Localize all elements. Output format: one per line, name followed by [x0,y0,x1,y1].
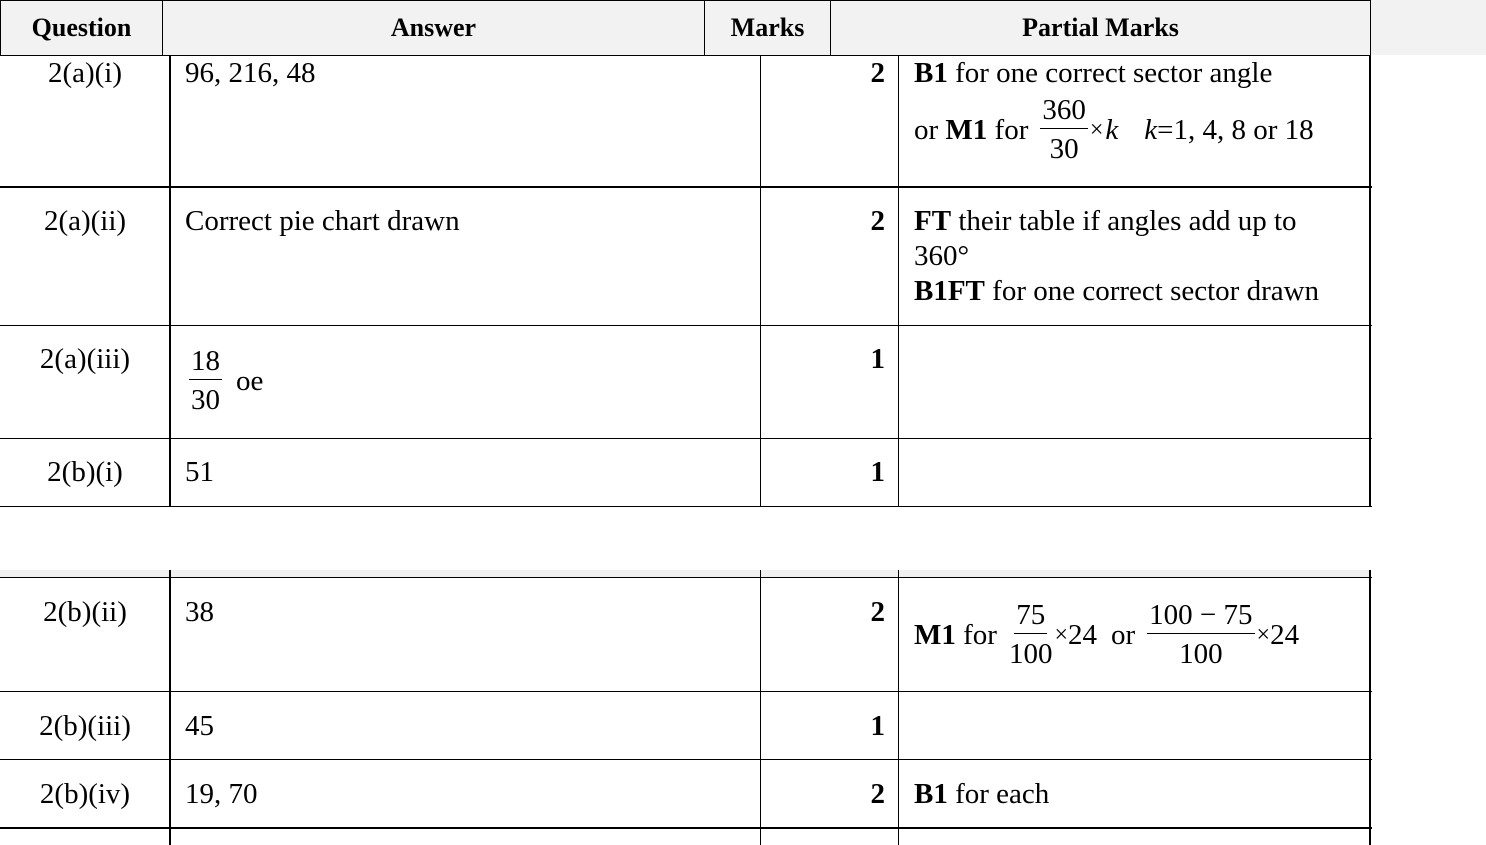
mark-code: B1 [914,57,948,89]
partial-text: or [914,114,946,146]
column-divider [898,56,899,507]
times-sign: × [1089,117,1104,143]
partial-marks-line [914,597,1299,674]
variable-k: k [1144,114,1158,146]
header-answer [162,0,705,56]
fraction-numerator: 100 − 75 [1147,597,1254,634]
header-marks-label: Marks [730,13,805,42]
mark-code: M1 [914,619,956,651]
row-divider [0,186,1372,188]
column-divider [1369,570,1371,845]
marks-cell: 2 [870,205,885,237]
header-question-label: Question [31,13,132,42]
fraction-denominator: 30 [191,384,220,416]
partial-marks-line [914,274,1319,309]
fraction [1147,597,1254,674]
answer-cell: 51 [185,456,214,488]
answer-cell: 38 [185,596,214,628]
row-divider [0,325,1372,326]
answer-cell: 96, 216, 48 [185,57,316,89]
partial-text: for each [947,778,1050,810]
mark-code: M1 [945,114,988,146]
row-divider [0,691,1372,692]
column-divider [898,570,899,845]
question-cell: 2(b)(ii) [43,596,127,628]
fraction-denominator: 100 [1179,638,1223,670]
question-cell: 2(a)(ii) [43,205,127,237]
partial-text: for one correct sector angle [947,57,1273,89]
column-divider [760,56,761,507]
value: 24 [1068,619,1097,651]
marks-cell: 1 [870,343,885,375]
marks-cell: 1 [870,710,885,742]
row-divider [0,438,1372,439]
partial-text: =1, 4, 8 or 18 [1157,114,1314,146]
column-divider [169,56,171,507]
row-divider [0,577,1372,578]
column-divider [760,570,761,845]
fraction-denominator: 100 [1008,638,1053,670]
marks-cell: 1 [870,456,885,488]
partial-marks-line [914,56,1272,91]
fraction-numerator: 360 [1040,92,1088,129]
column-divider [1369,56,1371,507]
partial-text: for [955,619,997,651]
question-cell: 2(b)(i) [47,456,123,488]
question-cell: 2(a)(iii) [39,343,131,375]
question-cell: 2(b)(iii) [39,710,131,742]
times-sign: × [1054,622,1068,648]
fraction [189,343,222,420]
header-question [0,0,163,56]
mark-code: B1FT [914,275,985,307]
header-strip-right [1370,0,1486,55]
header-partial-marks [830,0,1371,56]
header-marks [704,0,831,56]
partial-marks-line [914,204,1297,239]
answer-cell [185,343,263,420]
header-partial-marks-label: Partial Marks [1022,13,1179,42]
answer-cell: Correct pie chart drawn [185,205,460,237]
partial-marks-line [914,777,1049,812]
row-divider [0,506,1372,507]
fraction-denominator: 30 [1049,133,1079,165]
partial-text: their table if angles add up to [951,205,1297,237]
mark-code: FT [914,205,952,237]
row-divider [0,827,1372,829]
marks-cell: 2 [870,57,885,89]
value: 24 [1270,619,1300,651]
marks-cell: 2 [870,778,885,810]
partial-text: 360° [914,240,970,272]
question-cell: 2(a)(i) [47,57,123,89]
partial-text: for [987,114,1029,146]
fraction [1009,597,1053,674]
answer-cell: 45 [185,710,214,742]
fraction [1040,92,1088,169]
answer-suffix: oe [236,365,264,397]
partial-text: or [1111,619,1136,651]
marks-cell: 2 [870,596,885,628]
answer-cell: 19, 70 [185,778,258,810]
times-sign: × [1256,622,1271,648]
fraction-numerator: 75 [1014,597,1047,634]
partial-text: for one correct sector drawn [984,275,1320,307]
header-answer-label: Answer [390,13,477,42]
fraction-numerator: 18 [189,343,222,380]
variable-k: k [1105,114,1119,146]
mark-code: B1 [914,778,948,810]
row-divider [0,759,1372,760]
partial-marks-line [914,92,1314,169]
question-cell: 2(b)(iv) [39,778,131,810]
